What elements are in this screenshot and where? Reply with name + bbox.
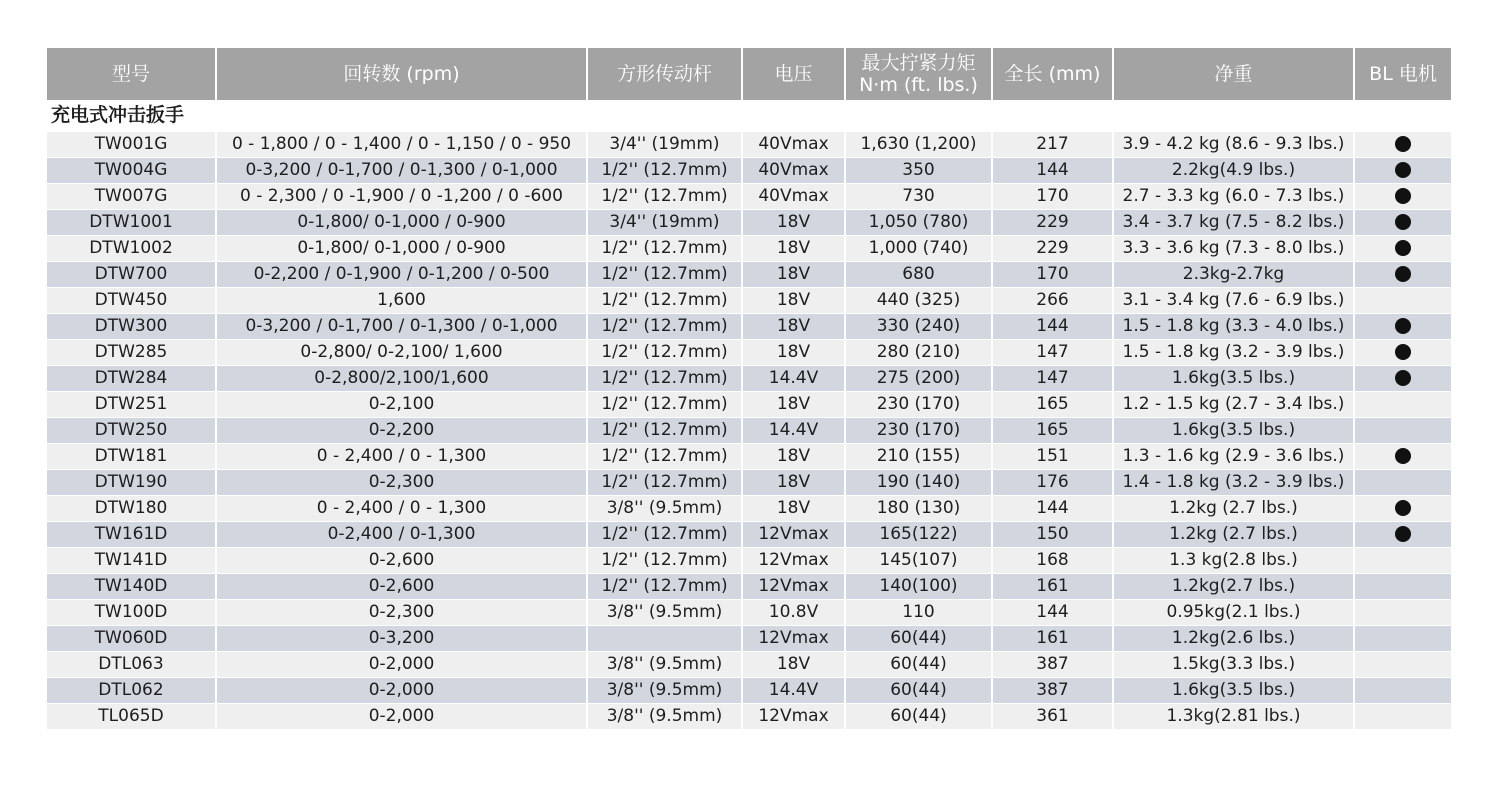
- cell-weight: 1.4 - 1.8 kg (3.2 - 3.9 lbs.): [1114, 469, 1355, 495]
- filled-circle-icon: [1395, 344, 1411, 360]
- cell-torque: 190 (140): [846, 469, 993, 495]
- cell-torque: 110: [846, 599, 993, 625]
- cell-torque: 680: [846, 261, 993, 287]
- cell-drive: 3/8'' (9.5mm): [588, 495, 743, 521]
- cell-length: 144: [993, 495, 1114, 521]
- table-row: [47, 235, 1451, 261]
- cell-length: 151: [993, 443, 1114, 469]
- cell-torque: 60(44): [846, 677, 993, 703]
- cell-model: DTW300: [47, 313, 217, 339]
- cell-length: 387: [993, 651, 1114, 677]
- cell-weight: 0.95kg(2.1 lbs.): [1114, 599, 1355, 625]
- cell-torque: 1,630 (1,200): [846, 131, 993, 157]
- cell-voltage: 12Vmax: [743, 547, 846, 573]
- cell-length: 176: [993, 469, 1114, 495]
- cell-rpm: 0-2,800/ 0-2,100/ 1,600: [217, 339, 588, 365]
- cell-voltage: 18V: [743, 287, 846, 313]
- table-row: [47, 573, 1451, 599]
- cell-bl: [1355, 495, 1451, 521]
- cell-model: TW060D: [47, 625, 217, 651]
- cell-length: 150: [993, 521, 1114, 547]
- filled-circle-icon: [1395, 370, 1411, 386]
- cell-length: 144: [993, 157, 1114, 183]
- cell-model: DTW1001: [47, 209, 217, 235]
- table-row: [47, 287, 1451, 313]
- cell-weight: 1.2 - 1.5 kg (2.7 - 3.4 lbs.): [1114, 391, 1355, 417]
- cell-rpm: 0-2,800/2,100/1,600: [217, 365, 588, 391]
- cell-length: 387: [993, 677, 1114, 703]
- cell-model: DTW1002: [47, 235, 217, 261]
- cell-voltage: 18V: [743, 261, 846, 287]
- cell-torque: 145(107): [846, 547, 993, 573]
- cell-bl: [1355, 521, 1451, 547]
- cell-voltage: 18V: [743, 469, 846, 495]
- cell-torque: 60(44): [846, 703, 993, 729]
- cell-drive: 1/2'' (12.7mm): [588, 235, 743, 261]
- cell-rpm: 0-2,000: [217, 651, 588, 677]
- cell-weight: 3.1 - 3.4 kg (7.6 - 6.9 lbs.): [1114, 287, 1355, 313]
- cell-torque: 440 (325): [846, 287, 993, 313]
- cell-weight: 3.3 - 3.6 kg (7.3 - 8.0 lbs.): [1114, 235, 1355, 261]
- cell-weight: 1.2kg(2.7 lbs.): [1114, 573, 1355, 599]
- filled-circle-icon: [1395, 448, 1411, 464]
- cell-rpm: 0-2,000: [217, 703, 588, 729]
- cell-model: DTW285: [47, 339, 217, 365]
- table-header: [47, 48, 1451, 100]
- cell-bl: [1355, 131, 1451, 157]
- cell-torque: 330 (240): [846, 313, 993, 339]
- cell-rpm: 0-2,100: [217, 391, 588, 417]
- cell-drive: 1/2'' (12.7mm): [588, 443, 743, 469]
- cell-drive: 1/2'' (12.7mm): [588, 313, 743, 339]
- cell-drive: 1/2'' (12.7mm): [588, 183, 743, 209]
- cell-weight: 1.6kg(3.5 lbs.): [1114, 417, 1355, 443]
- cell-weight: 1.3kg(2.81 lbs.): [1114, 703, 1355, 729]
- cell-voltage: 18V: [743, 443, 846, 469]
- cell-drive: 1/2'' (12.7mm): [588, 573, 743, 599]
- header-rpm: 回转数 (rpm): [217, 48, 588, 100]
- cell-bl: [1355, 339, 1451, 365]
- table-row: [47, 261, 1451, 287]
- cell-rpm: 0-2,600: [217, 547, 588, 573]
- cell-rpm: 0-1,800/ 0-1,000 / 0-900: [217, 209, 588, 235]
- cell-length: 229: [993, 235, 1114, 261]
- cell-model: TW140D: [47, 573, 217, 599]
- table-body: [47, 100, 1451, 729]
- cell-rpm: 0-2,300: [217, 599, 588, 625]
- cell-weight: 1.2kg (2.7 lbs.): [1114, 521, 1355, 547]
- cell-model: DTW190: [47, 469, 217, 495]
- header-length: 全长 (mm): [993, 48, 1114, 100]
- table-row: [47, 183, 1451, 209]
- cell-model: TW001G: [47, 131, 217, 157]
- header-row: [47, 48, 1451, 100]
- cell-rpm: 0-2,300: [217, 469, 588, 495]
- cell-drive: 1/2'' (12.7mm): [588, 521, 743, 547]
- cell-bl: [1355, 677, 1451, 703]
- cell-length: 161: [993, 625, 1114, 651]
- cell-drive: 1/2'' (12.7mm): [588, 339, 743, 365]
- cell-drive: 3/8'' (9.5mm): [588, 677, 743, 703]
- cell-model: TW100D: [47, 599, 217, 625]
- filled-circle-icon: [1395, 214, 1411, 230]
- cell-length: 161: [993, 573, 1114, 599]
- cell-voltage: 14.4V: [743, 417, 846, 443]
- cell-rpm: 0-1,800/ 0-1,000 / 0-900: [217, 235, 588, 261]
- cell-bl: [1355, 261, 1451, 287]
- cell-length: 144: [993, 599, 1114, 625]
- cell-bl: [1355, 313, 1451, 339]
- table-row: [47, 417, 1451, 443]
- cell-rpm: 0 - 1,800 / 0 - 1,400 / 0 - 1,150 / 0 - 950: [217, 131, 588, 157]
- cell-drive: 3/8'' (9.5mm): [588, 651, 743, 677]
- cell-drive: 3/8'' (9.5mm): [588, 599, 743, 625]
- cell-bl: [1355, 235, 1451, 261]
- table-row: [47, 495, 1451, 521]
- cell-torque: 730: [846, 183, 993, 209]
- cell-length: 266: [993, 287, 1114, 313]
- cell-length: 165: [993, 391, 1114, 417]
- cell-voltage: 18V: [743, 209, 846, 235]
- cell-voltage: 10.8V: [743, 599, 846, 625]
- cell-bl: [1355, 547, 1451, 573]
- cell-model: DTW700: [47, 261, 217, 287]
- cell-bl: [1355, 365, 1451, 391]
- cell-length: 229: [993, 209, 1114, 235]
- table-row: [47, 599, 1451, 625]
- header-torque-line2: N·m (ft. lbs.): [859, 74, 978, 96]
- header-weight: 净重: [1114, 48, 1355, 100]
- spec-table: [47, 48, 1451, 729]
- cell-torque: 350: [846, 157, 993, 183]
- cell-length: 170: [993, 261, 1114, 287]
- cell-bl: [1355, 651, 1451, 677]
- cell-torque: 275 (200): [846, 365, 993, 391]
- cell-bl: [1355, 209, 1451, 235]
- header-voltage: 电压: [743, 48, 846, 100]
- cell-torque: 210 (155): [846, 443, 993, 469]
- cell-weight: 1.5 - 1.8 kg (3.2 - 3.9 lbs.): [1114, 339, 1355, 365]
- cell-rpm: 0-2,000: [217, 677, 588, 703]
- table-row: [47, 469, 1451, 495]
- cell-torque: 60(44): [846, 651, 993, 677]
- cell-rpm: 0 - 2,300 / 0 -1,900 / 0 -1,200 / 0 -600: [217, 183, 588, 209]
- cell-voltage: 18V: [743, 339, 846, 365]
- cell-length: 147: [993, 339, 1114, 365]
- cell-model: TW161D: [47, 521, 217, 547]
- cell-weight: 1.2kg(2.6 lbs.): [1114, 625, 1355, 651]
- cell-torque: 180 (130): [846, 495, 993, 521]
- table-row: [47, 209, 1451, 235]
- filled-circle-icon: [1395, 266, 1411, 282]
- section-row: [47, 100, 1451, 131]
- cell-weight: 1.5 - 1.8 kg (3.3 - 4.0 lbs.): [1114, 313, 1355, 339]
- cell-rpm: 0-3,200 / 0-1,700 / 0-1,300 / 0-1,000: [217, 313, 588, 339]
- cell-bl: [1355, 469, 1451, 495]
- cell-voltage: 12Vmax: [743, 521, 846, 547]
- cell-model: TW007G: [47, 183, 217, 209]
- filled-circle-icon: [1395, 318, 1411, 334]
- cell-bl: [1355, 183, 1451, 209]
- cell-length: 170: [993, 183, 1114, 209]
- cell-voltage: 18V: [743, 391, 846, 417]
- cell-length: 217: [993, 131, 1114, 157]
- cell-weight: 1.3 - 1.6 kg (2.9 - 3.6 lbs.): [1114, 443, 1355, 469]
- table-row: [47, 625, 1451, 651]
- cell-voltage: 40Vmax: [743, 183, 846, 209]
- section-title: 充电式冲击扳手: [47, 100, 1451, 131]
- cell-rpm: 0-2,200: [217, 417, 588, 443]
- cell-length: 165: [993, 417, 1114, 443]
- cell-rpm: 0 - 2,400 / 0 - 1,300: [217, 495, 588, 521]
- cell-weight: 2.2kg(4.9 lbs.): [1114, 157, 1355, 183]
- table-row: [47, 651, 1451, 677]
- table-row: [47, 391, 1451, 417]
- cell-voltage: 14.4V: [743, 677, 846, 703]
- cell-torque: 1,050 (780): [846, 209, 993, 235]
- cell-voltage: 18V: [743, 495, 846, 521]
- cell-voltage: 12Vmax: [743, 703, 846, 729]
- cell-bl: [1355, 573, 1451, 599]
- cell-voltage: 12Vmax: [743, 625, 846, 651]
- cell-model: DTW450: [47, 287, 217, 313]
- cell-voltage: 14.4V: [743, 365, 846, 391]
- cell-model: TW141D: [47, 547, 217, 573]
- cell-rpm: 0-3,200: [217, 625, 588, 651]
- cell-model: DTW250: [47, 417, 217, 443]
- filled-circle-icon: [1395, 188, 1411, 204]
- table-row: [47, 339, 1451, 365]
- cell-voltage: 40Vmax: [743, 157, 846, 183]
- cell-torque: 165(122): [846, 521, 993, 547]
- cell-drive: 1/2'' (12.7mm): [588, 261, 743, 287]
- cell-drive: 1/2'' (12.7mm): [588, 391, 743, 417]
- cell-rpm: 1,600: [217, 287, 588, 313]
- table-row: [47, 365, 1451, 391]
- cell-model: DTL063: [47, 651, 217, 677]
- table-row: [47, 677, 1451, 703]
- cell-torque: 140(100): [846, 573, 993, 599]
- filled-circle-icon: [1395, 162, 1411, 178]
- cell-drive: 3/4'' (19mm): [588, 209, 743, 235]
- cell-bl: [1355, 443, 1451, 469]
- table-row: [47, 157, 1451, 183]
- cell-bl: [1355, 157, 1451, 183]
- cell-bl: [1355, 391, 1451, 417]
- table-row: [47, 547, 1451, 573]
- cell-model: TL065D: [47, 703, 217, 729]
- table-row: [47, 703, 1451, 729]
- cell-voltage: 18V: [743, 313, 846, 339]
- cell-voltage: 40Vmax: [743, 131, 846, 157]
- filled-circle-icon: [1395, 500, 1411, 516]
- filled-circle-icon: [1395, 240, 1411, 256]
- header-drive: 方形传动杆: [588, 48, 743, 100]
- cell-drive: 1/2'' (12.7mm): [588, 365, 743, 391]
- cell-torque: 280 (210): [846, 339, 993, 365]
- header-bl: BL 电机: [1355, 48, 1451, 100]
- cell-weight: 1.2kg (2.7 lbs.): [1114, 495, 1355, 521]
- cell-model: DTW181: [47, 443, 217, 469]
- cell-weight: 2.7 - 3.3 kg (6.0 - 7.3 lbs.): [1114, 183, 1355, 209]
- filled-circle-icon: [1395, 136, 1411, 152]
- table-row: [47, 443, 1451, 469]
- table-row: [47, 313, 1451, 339]
- cell-rpm: 0-2,600: [217, 573, 588, 599]
- cell-voltage: 18V: [743, 651, 846, 677]
- cell-drive: 1/2'' (12.7mm): [588, 287, 743, 313]
- cell-model: DTW284: [47, 365, 217, 391]
- cell-weight: 2.3kg-2.7kg: [1114, 261, 1355, 287]
- table-row: [47, 131, 1451, 157]
- cell-length: 144: [993, 313, 1114, 339]
- cell-weight: 3.4 - 3.7 kg (7.5 - 8.2 lbs.): [1114, 209, 1355, 235]
- cell-drive: 1/2'' (12.7mm): [588, 417, 743, 443]
- cell-weight: 1.6kg(3.5 lbs.): [1114, 365, 1355, 391]
- cell-drive: 1/2'' (12.7mm): [588, 469, 743, 495]
- cell-bl: [1355, 625, 1451, 651]
- cell-weight: 3.9 - 4.2 kg (8.6 - 9.3 lbs.): [1114, 131, 1355, 157]
- cell-length: 147: [993, 365, 1114, 391]
- cell-drive: [588, 625, 743, 651]
- cell-drive: 1/2'' (12.7mm): [588, 547, 743, 573]
- cell-model: TW004G: [47, 157, 217, 183]
- cell-weight: 1.6kg(3.5 lbs.): [1114, 677, 1355, 703]
- cell-drive: 1/2'' (12.7mm): [588, 157, 743, 183]
- cell-length: 168: [993, 547, 1114, 573]
- cell-rpm: 0-2,400 / 0-1,300: [217, 521, 588, 547]
- table-row: [47, 521, 1451, 547]
- cell-voltage: 12Vmax: [743, 573, 846, 599]
- header-torque: [846, 48, 993, 100]
- cell-model: DTW251: [47, 391, 217, 417]
- cell-rpm: 0-2,200 / 0-1,900 / 0-1,200 / 0-500: [217, 261, 588, 287]
- header-torque-line1: 最大拧紧力矩: [861, 52, 976, 74]
- filled-circle-icon: [1395, 526, 1411, 542]
- cell-bl: [1355, 287, 1451, 313]
- cell-weight: 1.5kg(3.3 lbs.): [1114, 651, 1355, 677]
- cell-rpm: 0 - 2,400 / 0 - 1,300: [217, 443, 588, 469]
- cell-torque: 230 (170): [846, 417, 993, 443]
- cell-length: 361: [993, 703, 1114, 729]
- cell-rpm: 0-3,200 / 0-1,700 / 0-1,300 / 0-1,000: [217, 157, 588, 183]
- cell-voltage: 18V: [743, 235, 846, 261]
- cell-drive: 3/4'' (19mm): [588, 131, 743, 157]
- header-model: 型号: [47, 48, 217, 100]
- cell-torque: 230 (170): [846, 391, 993, 417]
- cell-bl: [1355, 599, 1451, 625]
- cell-drive: 3/8'' (9.5mm): [588, 703, 743, 729]
- cell-torque: 60(44): [846, 625, 993, 651]
- cell-weight: 1.3 kg(2.8 lbs.): [1114, 547, 1355, 573]
- cell-bl: [1355, 417, 1451, 443]
- cell-torque: 1,000 (740): [846, 235, 993, 261]
- cell-bl: [1355, 703, 1451, 729]
- cell-model: DTL062: [47, 677, 217, 703]
- cell-model: DTW180: [47, 495, 217, 521]
